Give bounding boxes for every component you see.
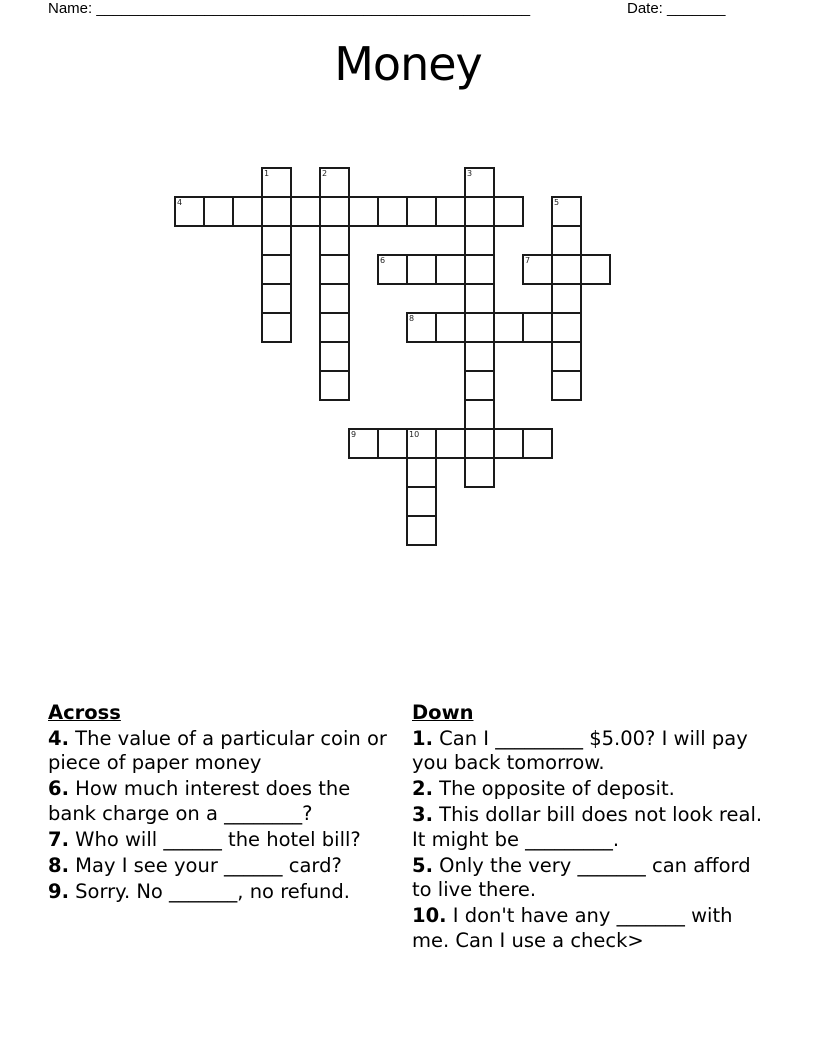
grid-cell[interactable] [551,225,582,256]
clue-text: Can I _________ $5.00? I will pay you back tomorrow. [412,726,748,774]
grid-cell[interactable] [174,196,205,227]
grid-cell[interactable] [522,312,553,343]
grid-cell[interactable] [464,312,495,343]
grid-cell[interactable] [464,399,495,430]
clue-number: 3. [412,803,433,826]
cell-number: 2 [322,169,328,178]
clue-text: I don't have any _______ with me. Can I use a check> [412,904,733,952]
grid-cell[interactable] [348,428,379,459]
cell-number: 4 [177,198,183,207]
down-heading: Down [412,701,474,724]
grid-cell[interactable] [377,254,408,285]
grid-cell[interactable] [319,370,350,401]
grid-cell[interactable] [319,225,350,256]
grid-cell[interactable] [464,341,495,372]
clue-number: 7. [48,827,69,851]
grid-cell[interactable] [406,254,437,285]
grid-cell[interactable] [406,486,437,517]
grid-cell[interactable] [203,196,234,227]
cell-number: 5 [554,198,560,207]
grid-cell[interactable] [435,428,466,459]
cell-number: 6 [380,256,386,265]
grid-cell[interactable] [319,254,350,285]
clue-across-8 [48,854,398,879]
grid-cell[interactable] [261,167,292,198]
clue-text: Who will ______ the hotel bill? [68,827,361,851]
grid-cell[interactable] [232,196,263,227]
grid-cell[interactable] [261,196,292,227]
across-clues [48,701,398,906]
date-field[interactable]: Date: _______ [627,0,726,17]
clue-across-6 [48,777,398,826]
grid-cell[interactable] [261,312,292,343]
page-title: Money [334,37,482,91]
grid-cell[interactable] [406,428,437,459]
grid-cell[interactable] [493,428,524,459]
grid-cell[interactable] [551,254,582,285]
grid-cell[interactable] [290,196,321,227]
grid-cell[interactable] [464,457,495,488]
grid-cell[interactable] [377,196,408,227]
grid-cell[interactable] [261,283,292,314]
grid-cell[interactable] [348,196,379,227]
grid-cell[interactable] [551,312,582,343]
grid-cell[interactable] [522,254,553,285]
cell-number: 1 [264,169,270,178]
clue-down-1 [412,727,772,776]
clue-number: 9. [48,879,69,903]
grid-cell[interactable] [406,196,437,227]
grid-cell[interactable] [406,457,437,488]
clue-number: 8. [48,853,69,877]
clue-across-4 [48,727,398,776]
grid-cell[interactable] [464,196,495,227]
clue-down-2 [412,777,772,802]
grid-cell[interactable] [493,312,524,343]
grid-cell[interactable] [377,428,408,459]
grid-cell[interactable] [551,341,582,372]
clue-down-3 [412,803,772,852]
clue-number: 5. [412,853,433,877]
grid-cell[interactable] [319,283,350,314]
grid-cell[interactable] [319,312,350,343]
cell-number: 9 [351,430,357,439]
grid-cell[interactable] [435,196,466,227]
cell-number: 3 [467,169,473,178]
grid-cell[interactable] [580,254,611,285]
clue-down-10 [412,904,772,953]
clue-text: This dollar bill does not look real. It might be _________. [412,803,763,851]
clue-number: 4. [48,726,69,750]
clue-number: 10. [412,904,447,927]
clue-text: How much interest does the bank charge on a ________? [48,777,351,825]
grid-cell[interactable] [464,225,495,256]
grid-cell[interactable] [319,196,350,227]
clue-text: Sorry. No _______, no refund. [68,879,350,903]
name-field[interactable]: Name: ____________________________________________________ [48,0,531,17]
grid-cell[interactable] [319,167,350,198]
cell-number: 8 [409,314,415,323]
grid-cell[interactable] [522,428,553,459]
grid-cell[interactable] [551,283,582,314]
grid-cell[interactable] [319,341,350,372]
cell-number: 7 [525,256,531,265]
grid-cell[interactable] [464,428,495,459]
clue-across-7 [48,828,398,853]
grid-cell[interactable] [261,225,292,256]
clue-text: May I see your ______ card? [68,853,342,877]
clue-number: 2. [412,777,433,800]
clue-text: The opposite of deposit. [432,777,675,800]
clue-across-9 [48,880,398,905]
clue-text: The value of a particular coin or piece of paper money [48,726,387,774]
grid-cell[interactable] [551,370,582,401]
grid-cell[interactable] [435,254,466,285]
grid-cell[interactable] [464,370,495,401]
grid-cell[interactable] [551,196,582,227]
grid-cell[interactable] [464,283,495,314]
grid-cell[interactable] [464,254,495,285]
grid-cell[interactable] [406,515,437,546]
cell-number: 10 [409,430,420,439]
clue-text: Only the very _______ can afford to live there. [412,853,751,901]
clue-down-5 [412,854,772,903]
grid-cell[interactable] [464,167,495,198]
clue-number: 6. [48,777,69,800]
grid-cell[interactable] [435,312,466,343]
grid-cell[interactable] [261,254,292,285]
clue-number: 1. [412,726,433,750]
across-heading: Across [48,701,121,724]
grid-cell[interactable] [493,196,524,227]
grid-cell[interactable] [406,312,437,343]
down-clues [412,701,772,955]
